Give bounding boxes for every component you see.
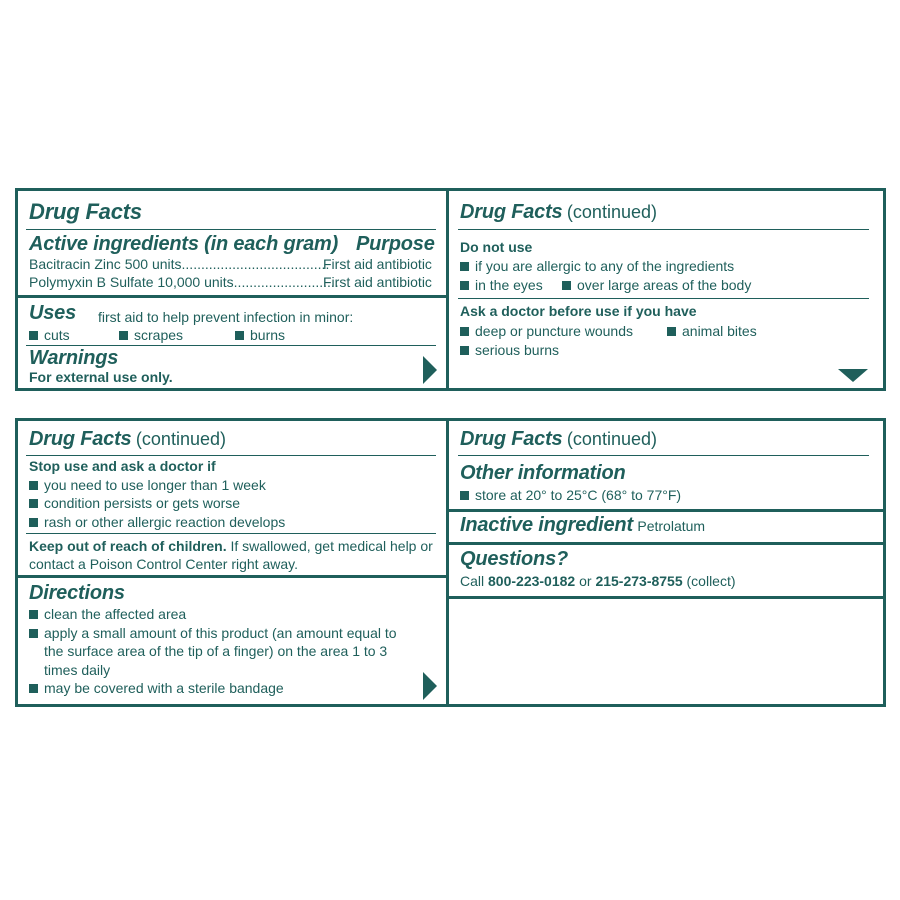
ask-doctor-item <box>667 322 757 341</box>
divider <box>26 345 436 346</box>
keep-out-line1: If swallowed, get medical help or <box>226 538 433 554</box>
do-not-use-item <box>460 257 734 276</box>
continued-label: (continued) <box>566 202 657 222</box>
bullet-icon <box>460 262 469 271</box>
directions-item <box>29 605 186 624</box>
directions-item-label: clean the affected area <box>44 606 187 622</box>
stop-use-item <box>29 494 240 513</box>
divider <box>15 575 446 578</box>
keep-out-text <box>29 537 433 556</box>
panel2-title: Drug Facts <box>460 201 563 223</box>
other-info-item <box>460 486 681 505</box>
panel-divider <box>446 188 449 391</box>
bullet-icon <box>29 331 38 340</box>
ask-doctor-heading: Ask a doctor before use if you have <box>460 303 697 319</box>
divider <box>446 509 886 512</box>
bullet-icon <box>460 281 469 290</box>
do-not-use-item-label: over large areas of the body <box>577 277 752 293</box>
uses-item-label: burns <box>250 327 286 343</box>
bullet-icon <box>29 518 38 527</box>
divider <box>26 455 436 456</box>
phone-number-1: 800-223-0182 <box>488 573 576 589</box>
ask-doctor-item-label: serious burns <box>475 342 560 358</box>
other-info-item-label: store at 20° to 25°C (68° to 77°F) <box>475 487 682 503</box>
continued-label: (continued) <box>135 429 226 449</box>
stop-use-item <box>29 513 285 532</box>
panel4-title: Drug Facts <box>460 428 563 450</box>
directions-item-cont: the surface area of the tip of a finger) on the area 1 to 3 <box>44 643 388 659</box>
ingredient-purpose: First aid antibiotic <box>323 274 432 290</box>
divider <box>26 229 436 230</box>
stop-use-heading: Stop use and ask a doctor if <box>29 458 216 474</box>
leader-dots: ........................... <box>233 274 339 290</box>
divider <box>446 542 886 545</box>
inactive-row <box>460 514 705 537</box>
uses-heading: Uses <box>29 302 77 324</box>
bullet-icon <box>460 346 469 355</box>
panel3-title-row <box>29 428 226 451</box>
bullet-icon <box>460 491 469 500</box>
do-not-use-item-label: if you are allergic to any of the ingredients <box>475 258 735 274</box>
divider <box>458 298 869 299</box>
panel-divider <box>446 418 449 707</box>
collect-text: (collect) <box>682 573 736 589</box>
questions-heading: Questions? <box>460 548 569 570</box>
directions-item <box>29 679 284 698</box>
uses-text: first aid to help prevent infection in minor: <box>98 309 354 325</box>
uses-item-label: cuts <box>44 327 70 343</box>
panel4-title-row <box>460 428 657 451</box>
bullet-icon <box>29 481 38 490</box>
continue-arrow-icon <box>423 672 437 700</box>
active-ingredients-heading: Active ingredients (in each gram) <box>29 233 339 255</box>
bullet-icon <box>667 327 676 336</box>
purpose-heading: Purpose <box>356 233 435 255</box>
ingredient-row <box>29 273 339 292</box>
warnings-text: For external use only. <box>29 369 173 385</box>
bullet-icon <box>29 629 38 638</box>
directions-item-label: may be covered with a sterile bandage <box>44 680 284 696</box>
directions-item-cont: times daily <box>44 662 111 678</box>
uses-item <box>235 326 285 345</box>
bullet-icon <box>562 281 571 290</box>
continue-arrow-icon <box>423 356 437 384</box>
bullet-icon <box>29 499 38 508</box>
bullet-icon <box>119 331 128 340</box>
bullet-icon <box>235 331 244 340</box>
ask-doctor-item-label: animal bites <box>682 323 757 339</box>
questions-text <box>460 572 736 591</box>
or-text: or <box>575 573 596 589</box>
call-prefix: Call <box>460 573 489 589</box>
ingredient-name: Bacitracin Zinc 500 units <box>29 256 182 272</box>
divider <box>458 229 869 230</box>
other-info-heading: Other information <box>460 462 626 484</box>
uses-item-label: scrapes <box>134 327 184 343</box>
directions-item <box>29 624 397 643</box>
continue-arrow-down-icon <box>838 369 868 382</box>
keep-out-line2: contact a Poison Control Center right away. <box>29 556 298 572</box>
bullet-icon <box>29 684 38 693</box>
do-not-use-item-label: in the eyes <box>475 277 543 293</box>
keep-out-bold: Keep out of reach of children. <box>29 538 227 554</box>
continued-label: (continued) <box>566 429 657 449</box>
panel3-title: Drug Facts <box>29 428 132 450</box>
bullet-icon <box>460 327 469 336</box>
uses-item <box>119 326 183 345</box>
divider <box>458 455 869 456</box>
stop-use-item-label: condition persists or gets worse <box>44 495 241 511</box>
ingredient-row <box>29 255 329 274</box>
panel1-title: Drug Facts <box>29 199 142 224</box>
do-not-use-item <box>562 276 751 295</box>
ingredient-name: Polymyxin B Sulfate 10,000 units <box>29 274 234 290</box>
do-not-use-heading: Do not use <box>460 239 533 255</box>
bullet-icon <box>29 610 38 619</box>
uses-item <box>29 326 70 345</box>
stop-use-item-label: you need to use longer than 1 week <box>44 477 266 493</box>
leader-dots: ...................................... <box>181 256 330 272</box>
divider <box>15 295 446 298</box>
ask-doctor-item <box>460 322 633 341</box>
directions-heading: Directions <box>29 582 125 604</box>
ask-doctor-item <box>460 341 559 360</box>
stop-use-item <box>29 476 266 495</box>
phone-number-2: 215-273-8755 <box>595 573 683 589</box>
do-not-use-item <box>460 276 543 295</box>
inactive-heading: Inactive ingredient <box>460 514 633 536</box>
divider <box>26 533 436 534</box>
directions-item-label: apply a small amount of this product (an amount equal to <box>44 625 397 641</box>
ingredient-purpose: First aid antibiotic <box>323 256 432 272</box>
panel2-title-row <box>460 201 657 224</box>
warnings-heading: Warnings <box>29 347 119 369</box>
stop-use-item-label: rash or other allergic reaction develops <box>44 514 286 530</box>
divider <box>446 596 886 599</box>
ask-doctor-item-label: deep or puncture wounds <box>475 323 633 339</box>
inactive-text: Petrolatum <box>637 518 706 534</box>
